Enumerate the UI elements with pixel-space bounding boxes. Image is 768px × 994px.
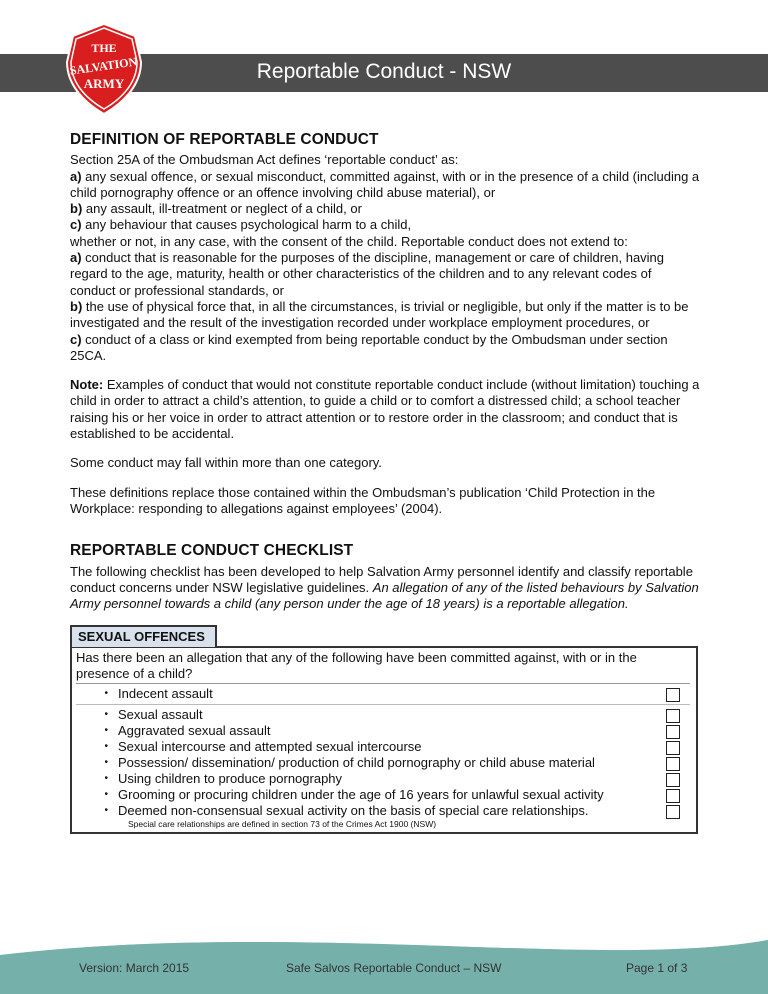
checklist-box [70, 646, 698, 834]
checkbox[interactable] [666, 741, 680, 755]
special-care-note: Special care relationships are defined in section 73 of the Crimes Act 1900 (NSW) [128, 818, 437, 829]
checklist-item-label: Sexual intercourse and attempted sexual intercourse [118, 738, 422, 754]
checkbox[interactable] [666, 688, 680, 702]
checkbox[interactable] [666, 725, 680, 739]
footer-center: Safe Salvos Reportable Conduct – NSW [286, 961, 502, 975]
checklist-item [76, 771, 690, 787]
bullet-icon: • [104, 788, 108, 800]
exclusion-c: c) conduct of a class or kind exempted from being reportable conduct by the Ombudsman under section 25CA. [70, 331, 668, 363]
definition-item-b: b) any assault, ill-treatment or neglect of a child, or [70, 201, 362, 217]
svg-text:SALVATION: SALVATION [68, 54, 138, 78]
definition-item-a: a) any sexual offence, or sexual misconduct, committed against, with or in the presence of a child (including a child pornography offence or an offence involving child abuse material), or [70, 168, 700, 200]
section-heading-definition: DEFINITION OF REPORTABLE CONDUCT [70, 131, 379, 148]
checkbox[interactable] [666, 773, 680, 787]
page-title: Reportable Conduct - NSW [256, 60, 512, 83]
checklist-item [76, 803, 690, 819]
checklist-item [76, 686, 690, 705]
bullet-icon: • [104, 740, 108, 752]
checklist-item-label: Deemed non-consensual sexual activity on the basis of special care relationships. [118, 802, 589, 818]
svg-text:ARMY: ARMY [83, 76, 125, 91]
sexual-offences-tab: SEXUAL OFFENCES [70, 625, 217, 646]
definition-consent: whether or not, in any case, with the consent of the child. Reportable conduct does not extend to: [70, 233, 628, 249]
category-paragraph: Some conduct may fall within more than one category. [70, 455, 382, 471]
checkbox[interactable] [666, 789, 680, 803]
svg-text:THE: THE [91, 41, 117, 55]
checklist-item-label: Aggravated sexual assault [118, 722, 271, 738]
bullet-icon: • [104, 772, 108, 784]
replace-paragraph: These definitions replace those contained within the Ombudsman’s publication ‘Child Protection in the Workplace: responding to allegations against employees’ (2004). [70, 484, 656, 516]
bullet-icon: • [104, 708, 108, 720]
checklist-item [76, 787, 690, 803]
checklist-item-label: Indecent assault [118, 685, 213, 701]
checklist-item [76, 707, 690, 723]
checkbox[interactable] [666, 757, 680, 771]
checklist-item-label: Using children to produce pornography [118, 770, 343, 786]
checklist-item-label: Possession/ dissemination/ production of child pornography or child abuse material [118, 754, 595, 770]
checklist-item [76, 723, 690, 739]
bullet-icon: • [104, 756, 108, 768]
definition-intro: Section 25A of the Ombudsman Act defines ‘reportable conduct’ as: [70, 152, 459, 168]
bullet-icon: • [104, 687, 108, 699]
checklist-item-label: Grooming or procuring children under the age of 16 years for unlawful sexual activity [118, 786, 604, 802]
exclusion-a: a) conduct that is reasonable for the purposes of the discipline, management or care of children, having regard to the age, maturity, health or other characteristics of the children and to any relevant codes of conduct or professional standards, or [70, 250, 665, 298]
checklist-item [76, 755, 690, 771]
checklist-question: Has there been an allegation that any of the following have been committed against, with or in the presence of a child? [76, 650, 690, 684]
bullet-icon: • [104, 724, 108, 736]
checkbox[interactable] [666, 805, 680, 819]
bullet-icon: • [104, 804, 108, 816]
section-heading-checklist: REPORTABLE CONDUCT CHECKLIST [70, 542, 354, 560]
checkbox[interactable] [666, 709, 680, 723]
checklist-item [76, 739, 690, 755]
note-paragraph: Note: Examples of conduct that would not constitute reportable conduct include (without limitation) touching a child in order to attract a child’s attention, to guide a child or to comfort a distressed child; a school teacher raising his or her voice in order to attract attention or to restore order in the classroom; and conduct that is established to be accidental. [70, 377, 700, 442]
exclusion-b: b) the use of physical force that, in all the circumstances, is trivial or negligible, but only if the matter is to be investigated and the result of the investigation recorded under workplace employment procedures, or [70, 298, 689, 331]
footer [0, 930, 768, 994]
definition-item-c: c) any behaviour that causes psychological harm to a child, [70, 217, 412, 233]
content [70, 132, 700, 834]
checklist-intro: The following checklist has been developed to help Salvation Army personnel identify and classify reportable conduct concerns under NSW legislative guidelines. An allegation of any of the listed behaviours by Salvation Army personnel towards a child (any person under the age of 18 years) is a reportable allegation. [70, 563, 699, 612]
footer-version: Version: March 2015 [79, 961, 190, 975]
salvation-army-logo [63, 22, 145, 116]
footer-page: Page 1 of 3 [626, 961, 688, 975]
checklist-item-label: Sexual assault [118, 706, 203, 722]
